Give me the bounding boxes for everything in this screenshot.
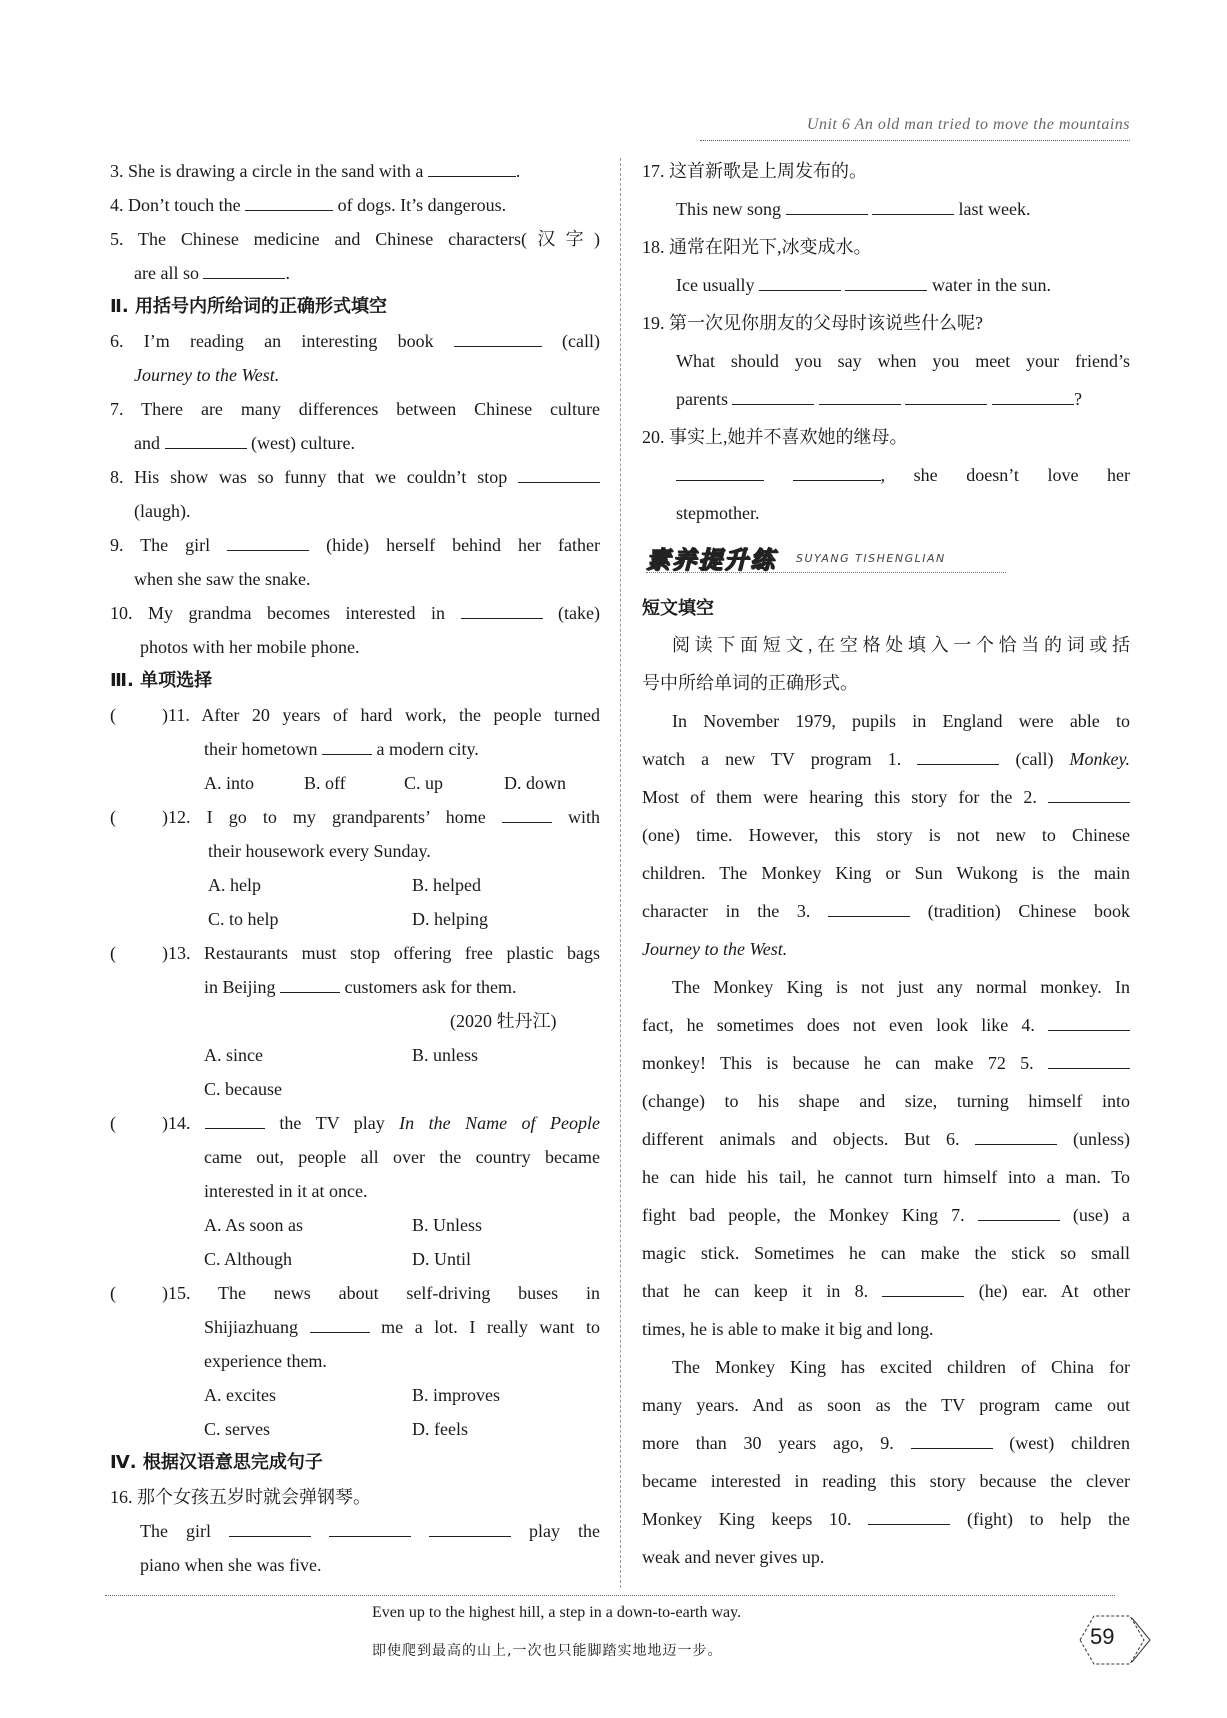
answer-blank[interactable] <box>845 274 927 291</box>
answer-blank[interactable] <box>310 1316 370 1333</box>
text-fragment: 6. I’m reading an interesting book <box>110 331 454 351</box>
text-fragment: stepmother. <box>676 503 760 523</box>
text-fragment: 20. 事实上,她并不喜欢她的继母。 <box>642 427 908 447</box>
text-fragment: Most of them were hearing this story for the 2. <box>642 787 1048 807</box>
text-fragment: )12. I go to my grandparents’ home <box>162 807 502 827</box>
text-line <box>676 350 1130 372</box>
text-line <box>140 1554 600 1576</box>
text-line <box>450 1010 600 1032</box>
text-line <box>204 1316 600 1338</box>
text-line <box>642 426 1130 448</box>
text-line <box>204 1044 600 1066</box>
text-line <box>134 432 600 454</box>
text-fragment: This new song <box>676 199 786 219</box>
answer-option: C. up <box>404 773 444 793</box>
text-line <box>140 636 600 658</box>
text-fragment: fight bad people, the Monkey King 7. <box>642 1205 978 1225</box>
answer-option: B. helped <box>412 875 481 895</box>
header-rule <box>700 140 1130 141</box>
text-fragment: (hide) herself behind her father <box>309 535 600 555</box>
text-fragment: ( <box>110 705 116 725</box>
answer-option: B. off <box>304 773 346 793</box>
text-fragment: a modern city. <box>371 739 479 759</box>
text-line <box>110 704 600 726</box>
text-fragment: ? <box>1073 389 1082 409</box>
answer-blank[interactable] <box>322 738 372 755</box>
text-fragment: What should you say when you meet your friend’s <box>676 351 1130 371</box>
text-fragment: in Beijing <box>204 977 280 997</box>
text-fragment: many years. And as soon as the TV program came out <box>642 1395 1130 1415</box>
text-fragment: Journey to the West. <box>642 939 788 959</box>
text-fragment: 9. The girl <box>110 535 228 555</box>
text-fragment: )15. The news about self-driving buses in <box>162 1283 600 1303</box>
answer-blank[interactable] <box>676 464 764 481</box>
text-line <box>110 194 600 216</box>
section-heading <box>110 670 600 692</box>
text-line <box>676 388 1130 410</box>
text-fragment: Ice usually <box>676 275 759 295</box>
text-line <box>642 824 1130 846</box>
text-line <box>204 1384 600 1406</box>
text-line <box>204 738 600 760</box>
text-fragment: Shijiazhuang <box>204 1317 310 1337</box>
answer-blank[interactable] <box>165 432 247 449</box>
text-fragment: children. The Monkey King or Sun Wukong is the main <box>642 863 1130 883</box>
text-line <box>110 806 600 828</box>
answer-blank[interactable] <box>732 388 814 405</box>
text-line <box>642 1280 1130 1302</box>
text-line <box>642 1394 1130 1416</box>
text-line <box>134 262 600 284</box>
text-line <box>204 1146 600 1168</box>
text-fragment: piano when she was five. <box>140 1555 322 1575</box>
text-line <box>204 1418 600 1440</box>
text-line <box>642 1432 1130 1454</box>
answer-option: A. since <box>204 1045 263 1065</box>
text-fragment: Monkey King keeps 10. <box>642 1509 869 1529</box>
text-fragment: . <box>285 263 290 283</box>
answer-blank[interactable] <box>454 330 542 347</box>
answer-blank[interactable] <box>905 388 987 405</box>
text-line <box>672 976 1130 998</box>
text-fragment: The Monkey King has excited children of China for <box>672 1357 1130 1377</box>
text-fragment: )14. <box>162 1113 205 1133</box>
text-line <box>676 274 1130 296</box>
text-fragment: 18. 通常在阳光下,冰变成水。 <box>642 237 872 257</box>
answer-blank[interactable] <box>245 194 333 211</box>
answer-blank[interactable] <box>429 1520 511 1537</box>
text-line <box>134 568 600 590</box>
italic-title: In the Name of People <box>399 1113 600 1133</box>
answer-blank[interactable] <box>1048 1014 1130 1031</box>
text-fragment: their housework every Sunday. <box>208 841 431 861</box>
text-fragment: of dogs. It’s dangerous. <box>333 195 507 215</box>
text-line <box>208 840 600 862</box>
text-fragment: Ⅱ. 用括号内所给词的正确形式填空 <box>110 296 387 317</box>
answer-option: A. into <box>204 773 255 793</box>
section-heading <box>642 598 1130 620</box>
text-fragment: watch a new TV program 1. <box>642 749 918 769</box>
text-fragment: 7. There are many differences between Chinese culture <box>110 399 600 419</box>
text-fragment: 5. The Chinese medicine and Chinese characters(汉字) <box>110 229 600 249</box>
text-fragment: last week. <box>954 199 1031 219</box>
text-fragment: different animals and objects. But 6. <box>642 1129 976 1149</box>
running-title: Unit 6 An old man tried to move the mountains <box>806 116 1130 133</box>
answer-blank[interactable] <box>992 388 1074 405</box>
text-fragment <box>411 1521 429 1541</box>
answer-blank[interactable] <box>819 388 901 405</box>
answer-blank[interactable] <box>203 262 285 279</box>
text-line <box>110 942 600 964</box>
text-fragment: )13. Restaurants must stop offering free plastic bags <box>162 943 600 963</box>
text-fragment: (2020 牡丹江) <box>450 1011 557 1031</box>
text-fragment: (fight) to help the <box>950 1509 1131 1529</box>
text-fragment: (unless) <box>1057 1129 1130 1149</box>
answer-option: C. serves <box>204 1419 270 1439</box>
italic-title: Monkey. <box>1069 749 1131 769</box>
text-line <box>204 976 600 998</box>
text-fragment: Ⅳ. 根据汉语意思完成句子 <box>110 1452 323 1473</box>
section-heading <box>110 296 600 318</box>
answer-blank[interactable] <box>793 464 881 481</box>
text-fragment: that he can keep it in 8. <box>642 1281 883 1301</box>
text-fragment: 阅读下面短文,在空格处填入一个恰当的词或括 <box>672 635 1130 655</box>
answer-blank[interactable] <box>759 274 841 291</box>
text-fragment: 短文填空 <box>642 598 714 619</box>
text-line <box>134 364 600 386</box>
text-fragment: (laugh). <box>134 501 191 521</box>
text-fragment: The Monkey King is not just any normal monkey. In <box>672 977 1130 997</box>
text-fragment: water in the sun. <box>927 275 1051 295</box>
text-line <box>204 772 600 794</box>
text-fragment: (one) time. However, this story is not new to Chinese <box>642 825 1130 845</box>
text-line <box>642 1204 1130 1226</box>
text-line <box>642 748 1130 770</box>
answer-blank[interactable] <box>518 466 600 483</box>
text-fragment <box>311 1521 329 1541</box>
answer-blank[interactable] <box>911 1432 993 1449</box>
text-fragment: 8. His show was so funny that we couldn’t stop <box>110 467 518 487</box>
text-line <box>642 1242 1130 1264</box>
section-heading <box>110 1452 600 1474</box>
text-line <box>642 786 1130 808</box>
text-line <box>204 1248 600 1270</box>
text-line <box>110 466 600 488</box>
text-fragment: their hometown <box>204 739 322 759</box>
banner-title-en: SUYANG TISHENGLIAN <box>796 552 946 565</box>
running-header <box>690 116 1130 150</box>
text-fragment: (call) <box>999 749 1070 769</box>
text-fragment: 19. 第一次见你朋友的父母时该说些什么呢? <box>642 313 983 333</box>
text-fragment: when she saw the snake. <box>134 569 311 589</box>
text-fragment: 16. 那个女孩五岁时就会弹钢琴。 <box>110 1487 371 1507</box>
text-line <box>642 1090 1130 1112</box>
text-fragment: . <box>515 161 521 181</box>
text-line <box>642 1128 1130 1150</box>
answer-blank[interactable] <box>205 1112 265 1129</box>
answer-blank[interactable] <box>1048 1052 1130 1069</box>
answer-option: A. excites <box>204 1385 276 1405</box>
answer-blank[interactable] <box>786 198 868 215</box>
text-fragment: with <box>551 807 600 827</box>
text-fragment: (west) children <box>992 1433 1130 1453</box>
answer-blank[interactable] <box>1048 786 1130 803</box>
text-fragment: Ⅲ. 单项选择 <box>110 670 213 691</box>
text-line <box>204 1180 600 1202</box>
text-fragment: more than 30 years ago, 9. <box>642 1433 911 1453</box>
answer-option: B. unless <box>412 1045 479 1065</box>
answer-option: D. helping <box>412 909 488 929</box>
text-fragment: monkey! This is because he can make 72 5. <box>642 1053 1048 1073</box>
answer-blank[interactable] <box>917 748 999 765</box>
text-fragment: (change) to his shape and size, turning himself into <box>642 1091 1130 1111</box>
text-line <box>672 634 1130 656</box>
text-fragment: experience them. <box>204 1351 327 1371</box>
text-fragment: and <box>134 433 165 453</box>
text-fragment: (he) ear. At other <box>964 1281 1130 1301</box>
text-fragment: In November 1979, pupils in England were able to <box>672 711 1130 731</box>
text-line <box>110 534 600 556</box>
text-fragment: became interested in reading this story because the clever <box>642 1471 1130 1491</box>
text-fragment: came out, people all over the country became <box>204 1147 600 1167</box>
text-fragment: are all so <box>134 263 204 283</box>
text-fragment: 号中所给单词的正确形式。 <box>642 673 858 693</box>
text-line <box>208 908 600 930</box>
text-line <box>204 1214 600 1236</box>
text-line <box>110 1282 600 1304</box>
text-line <box>208 874 600 896</box>
text-line <box>642 938 1130 960</box>
text-line <box>676 198 1130 220</box>
banner-title-cn: 素养提升练 <box>646 546 776 574</box>
answer-blank[interactable] <box>428 160 516 177</box>
answer-option: B. Unless <box>412 1215 483 1235</box>
text-line <box>642 900 1130 922</box>
text-fragment: parents <box>676 389 733 409</box>
text-line <box>642 1052 1130 1074</box>
text-fragment: customers ask for them. <box>340 977 517 997</box>
text-fragment: ( <box>110 943 116 963</box>
text-fragment: weak and never gives up. <box>642 1547 825 1567</box>
text-line <box>642 236 1130 258</box>
text-fragment: times, he is able to make it big and long. <box>642 1319 934 1339</box>
answer-blank[interactable] <box>329 1520 411 1537</box>
answer-option: C. to help <box>208 909 279 929</box>
text-line <box>110 1486 600 1508</box>
answer-option: C. Although <box>204 1249 293 1269</box>
answer-option: A. As soon as <box>204 1215 304 1235</box>
answer-option: D. down <box>504 773 566 793</box>
answer-option: A. help <box>208 875 261 895</box>
text-fragment: (tradition) Chinese book <box>910 901 1130 921</box>
answer-option: B. improves <box>412 1385 500 1405</box>
footer-motto-en: Even up to the highest hill, a step in a down-to-earth way. <box>372 1604 742 1621</box>
answer-blank[interactable] <box>882 1280 964 1297</box>
text-line <box>642 312 1130 334</box>
text-fragment: Journey to the West. <box>134 365 280 385</box>
text-line <box>110 330 600 352</box>
text-fragment: The girl <box>140 1521 229 1541</box>
text-line <box>110 398 600 420</box>
text-line <box>110 1112 600 1134</box>
answer-blank[interactable] <box>227 534 309 551</box>
text-line <box>676 502 1130 524</box>
answer-blank[interactable] <box>828 900 910 917</box>
text-fragment: fact, he sometimes does not even look like 4. <box>642 1015 1048 1035</box>
answer-blank[interactable] <box>868 1508 950 1525</box>
text-line <box>110 160 600 182</box>
text-line <box>134 500 600 522</box>
text-fragment: the TV play <box>264 1113 400 1133</box>
text-fragment: 17. 这首新歌是上周发布的。 <box>642 161 867 181</box>
answer-blank[interactable] <box>975 1128 1057 1145</box>
text-fragment: magic stick. Sometimes he can make the stick so small <box>642 1243 1130 1263</box>
text-line <box>642 1318 1130 1340</box>
text-line <box>676 464 1130 486</box>
footer-rule <box>105 1595 1115 1596</box>
text-line <box>110 228 600 250</box>
text-line <box>642 1014 1130 1036</box>
text-line <box>642 1166 1130 1188</box>
text-line <box>204 1078 600 1100</box>
text-fragment <box>764 465 793 485</box>
text-fragment: (west) culture. <box>246 433 355 453</box>
answer-blank[interactable] <box>502 806 552 823</box>
text-fragment: ( <box>110 1283 116 1303</box>
text-fragment: , she doesn’t love her <box>880 465 1130 485</box>
text-line <box>672 1356 1130 1378</box>
answer-blank[interactable] <box>461 602 543 619</box>
text-fragment: play the <box>511 1521 601 1541</box>
text-line <box>110 602 600 624</box>
text-fragment: photos with her mobile phone. <box>140 637 360 657</box>
section-banner <box>646 540 1006 574</box>
text-fragment: interested in it at once. <box>204 1181 368 1201</box>
answer-option: D. Until <box>412 1249 472 1269</box>
text-line <box>140 1520 600 1542</box>
column-divider <box>620 158 621 1588</box>
text-fragment: ( <box>110 807 116 827</box>
text-line <box>642 1546 1130 1568</box>
answer-option: D. feels <box>412 1419 468 1439</box>
text-fragment: ( <box>110 1113 116 1133</box>
text-line <box>642 1508 1130 1530</box>
answer-blank[interactable] <box>229 1520 311 1537</box>
answer-blank[interactable] <box>872 198 954 215</box>
answer-blank[interactable] <box>978 1204 1060 1221</box>
page-number: 59 <box>1090 1624 1115 1649</box>
text-fragment: C. because <box>204 1079 282 1099</box>
text-fragment: )11. After 20 years of hard work, the people turned <box>162 705 600 725</box>
text-fragment: me a lot. I really want to <box>369 1317 600 1337</box>
text-line <box>204 1350 600 1372</box>
text-line <box>642 160 1130 182</box>
answer-blank[interactable] <box>280 976 340 993</box>
text-fragment: (take) <box>542 603 600 623</box>
banner-rule <box>646 572 1006 573</box>
text-line <box>672 710 1130 732</box>
text-line <box>642 1470 1130 1492</box>
text-fragment: 4. Don’t touch the <box>110 195 246 215</box>
text-line <box>642 862 1130 884</box>
text-fragment: character in the 3. <box>642 901 829 921</box>
text-fragment: he can hide his tail, he cannot turn himself into a man. To <box>642 1167 1130 1187</box>
text-fragment: 10. My grandma becomes interested in <box>110 603 461 623</box>
page-number-badge <box>1072 1610 1152 1670</box>
footer-motto-cn: 即使爬到最高的山上,一次也只能脚踏实地地迈一步。 <box>372 1643 723 1659</box>
text-fragment: (use) a <box>1059 1205 1130 1225</box>
text-fragment: 3. She is drawing a circle in the sand with a <box>110 161 428 181</box>
text-line <box>642 672 1130 694</box>
text-fragment: (call) <box>541 331 601 351</box>
